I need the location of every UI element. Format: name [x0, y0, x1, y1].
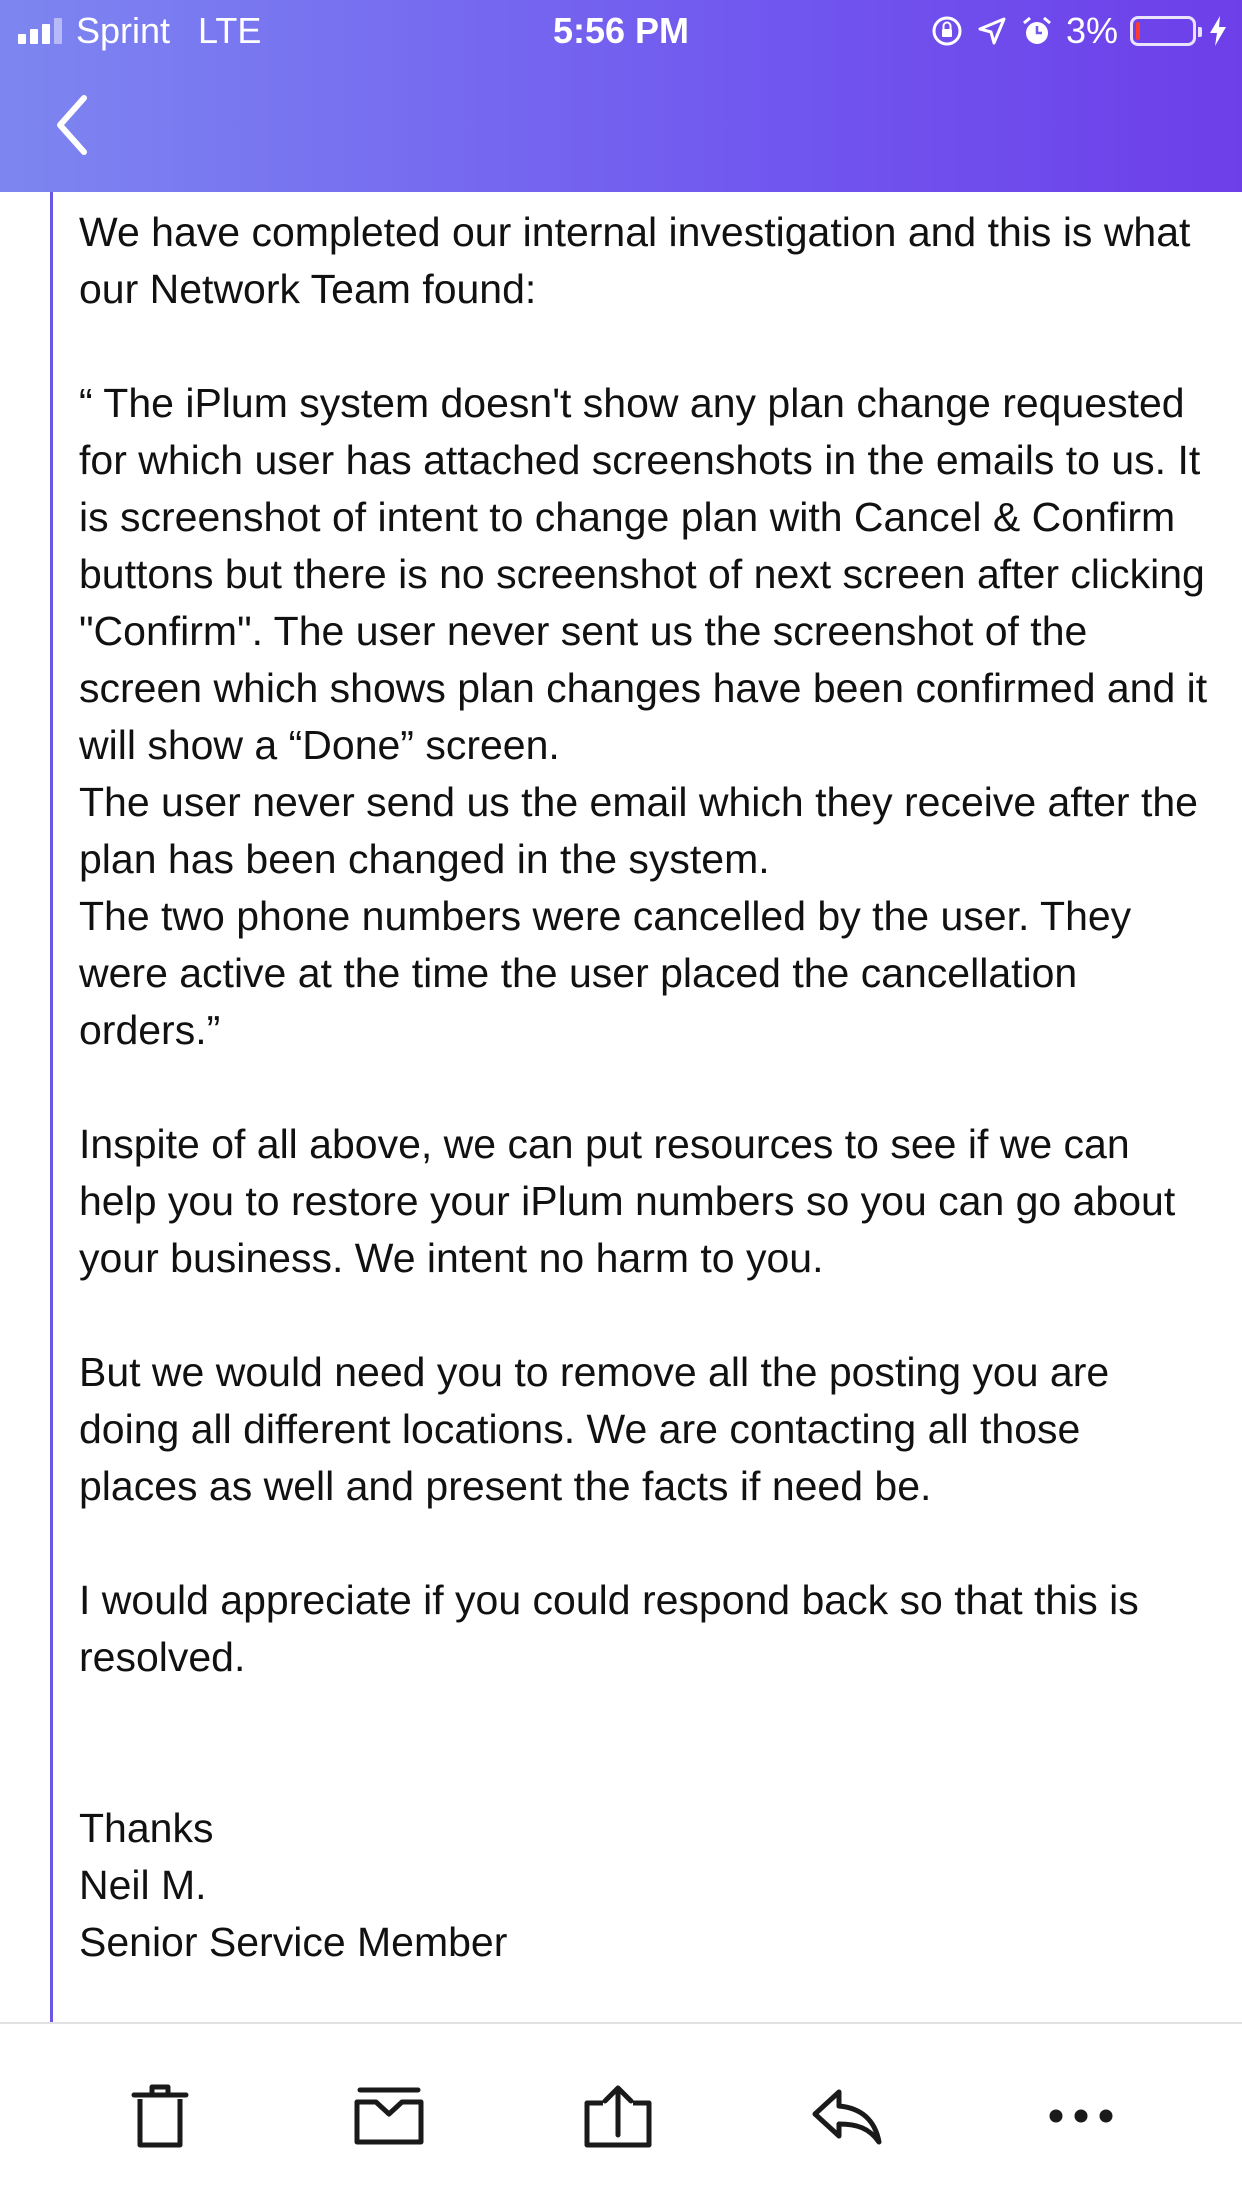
charging-icon — [1208, 14, 1228, 48]
chevron-left-icon — [48, 90, 108, 160]
request-paragraph: But we would need you to remove all the posting you are doing all different locations. We are contacting all those places as well and present the facts if need be. — [79, 1349, 1110, 1509]
bottom-toolbar — [0, 2022, 1242, 2210]
intro-paragraph: We have completed our internal investigation and this is what our Network Team found: — [79, 209, 1191, 312]
signer-title: Senior Service Member — [79, 1919, 508, 1965]
email-body — [0, 192, 1242, 2022]
sign-off: Thanks — [79, 1805, 214, 1851]
battery-icon — [1130, 16, 1196, 46]
carrier-label: Sprint — [76, 10, 171, 51]
quote-bar — [50, 192, 53, 2022]
quote-line: The two phone numbers were cancelled by the user. They were active at the time the user placed the cancellation orders.” — [79, 893, 1132, 1053]
move-icon — [581, 2083, 655, 2149]
quote-line: The user never send us the email which they receive after the plan has been changed in the system. — [79, 779, 1198, 882]
more-button[interactable] — [1036, 2076, 1126, 2156]
offer-paragraph: Inspite of all above, we can put resources to see if we can help you to restore your iPlum numbers so you can go about your business. We intent no harm to you. — [79, 1121, 1176, 1281]
reply-button[interactable] — [802, 2076, 892, 2156]
status-bar — [0, 0, 1242, 64]
quote-line: “ The iPlum system doesn't show any plan change requested for which user has attached screenshots in the emails to us. It is screenshot of intent to change plan with Cancel & Confirm buttons but there is no screenshot of next screen after clicking "Confirm". The user never sent us the screenshot of the screen which shows plan changes have been confirmed and it will show a “Done” screen. — [79, 380, 1208, 768]
signature — [79, 1800, 1209, 1971]
status-right — [930, 10, 1228, 52]
move-button[interactable] — [573, 2076, 663, 2156]
location-icon — [976, 15, 1008, 47]
message-text — [79, 204, 1209, 1971]
app-header — [0, 0, 1242, 192]
signer-name: Neil M. — [79, 1862, 207, 1908]
network-label: LTE — [198, 10, 262, 51]
quote-paragraph — [79, 375, 1209, 1059]
alarm-icon — [1020, 14, 1054, 48]
archive-button[interactable] — [344, 2076, 434, 2156]
archive-icon — [352, 2086, 426, 2146]
status-time: 5:56 PM — [552, 10, 690, 51]
more-icon — [1046, 2106, 1116, 2126]
back-button[interactable] — [48, 90, 108, 160]
trash-icon — [128, 2081, 192, 2151]
battery-percent: 3% — [1065, 10, 1118, 51]
rotation-lock-icon — [930, 14, 964, 48]
reply-icon — [809, 2086, 885, 2146]
delete-button[interactable] — [115, 2076, 205, 2156]
closing-paragraph: I would appreciate if you could respond back so that this is resolved. — [79, 1577, 1139, 1680]
